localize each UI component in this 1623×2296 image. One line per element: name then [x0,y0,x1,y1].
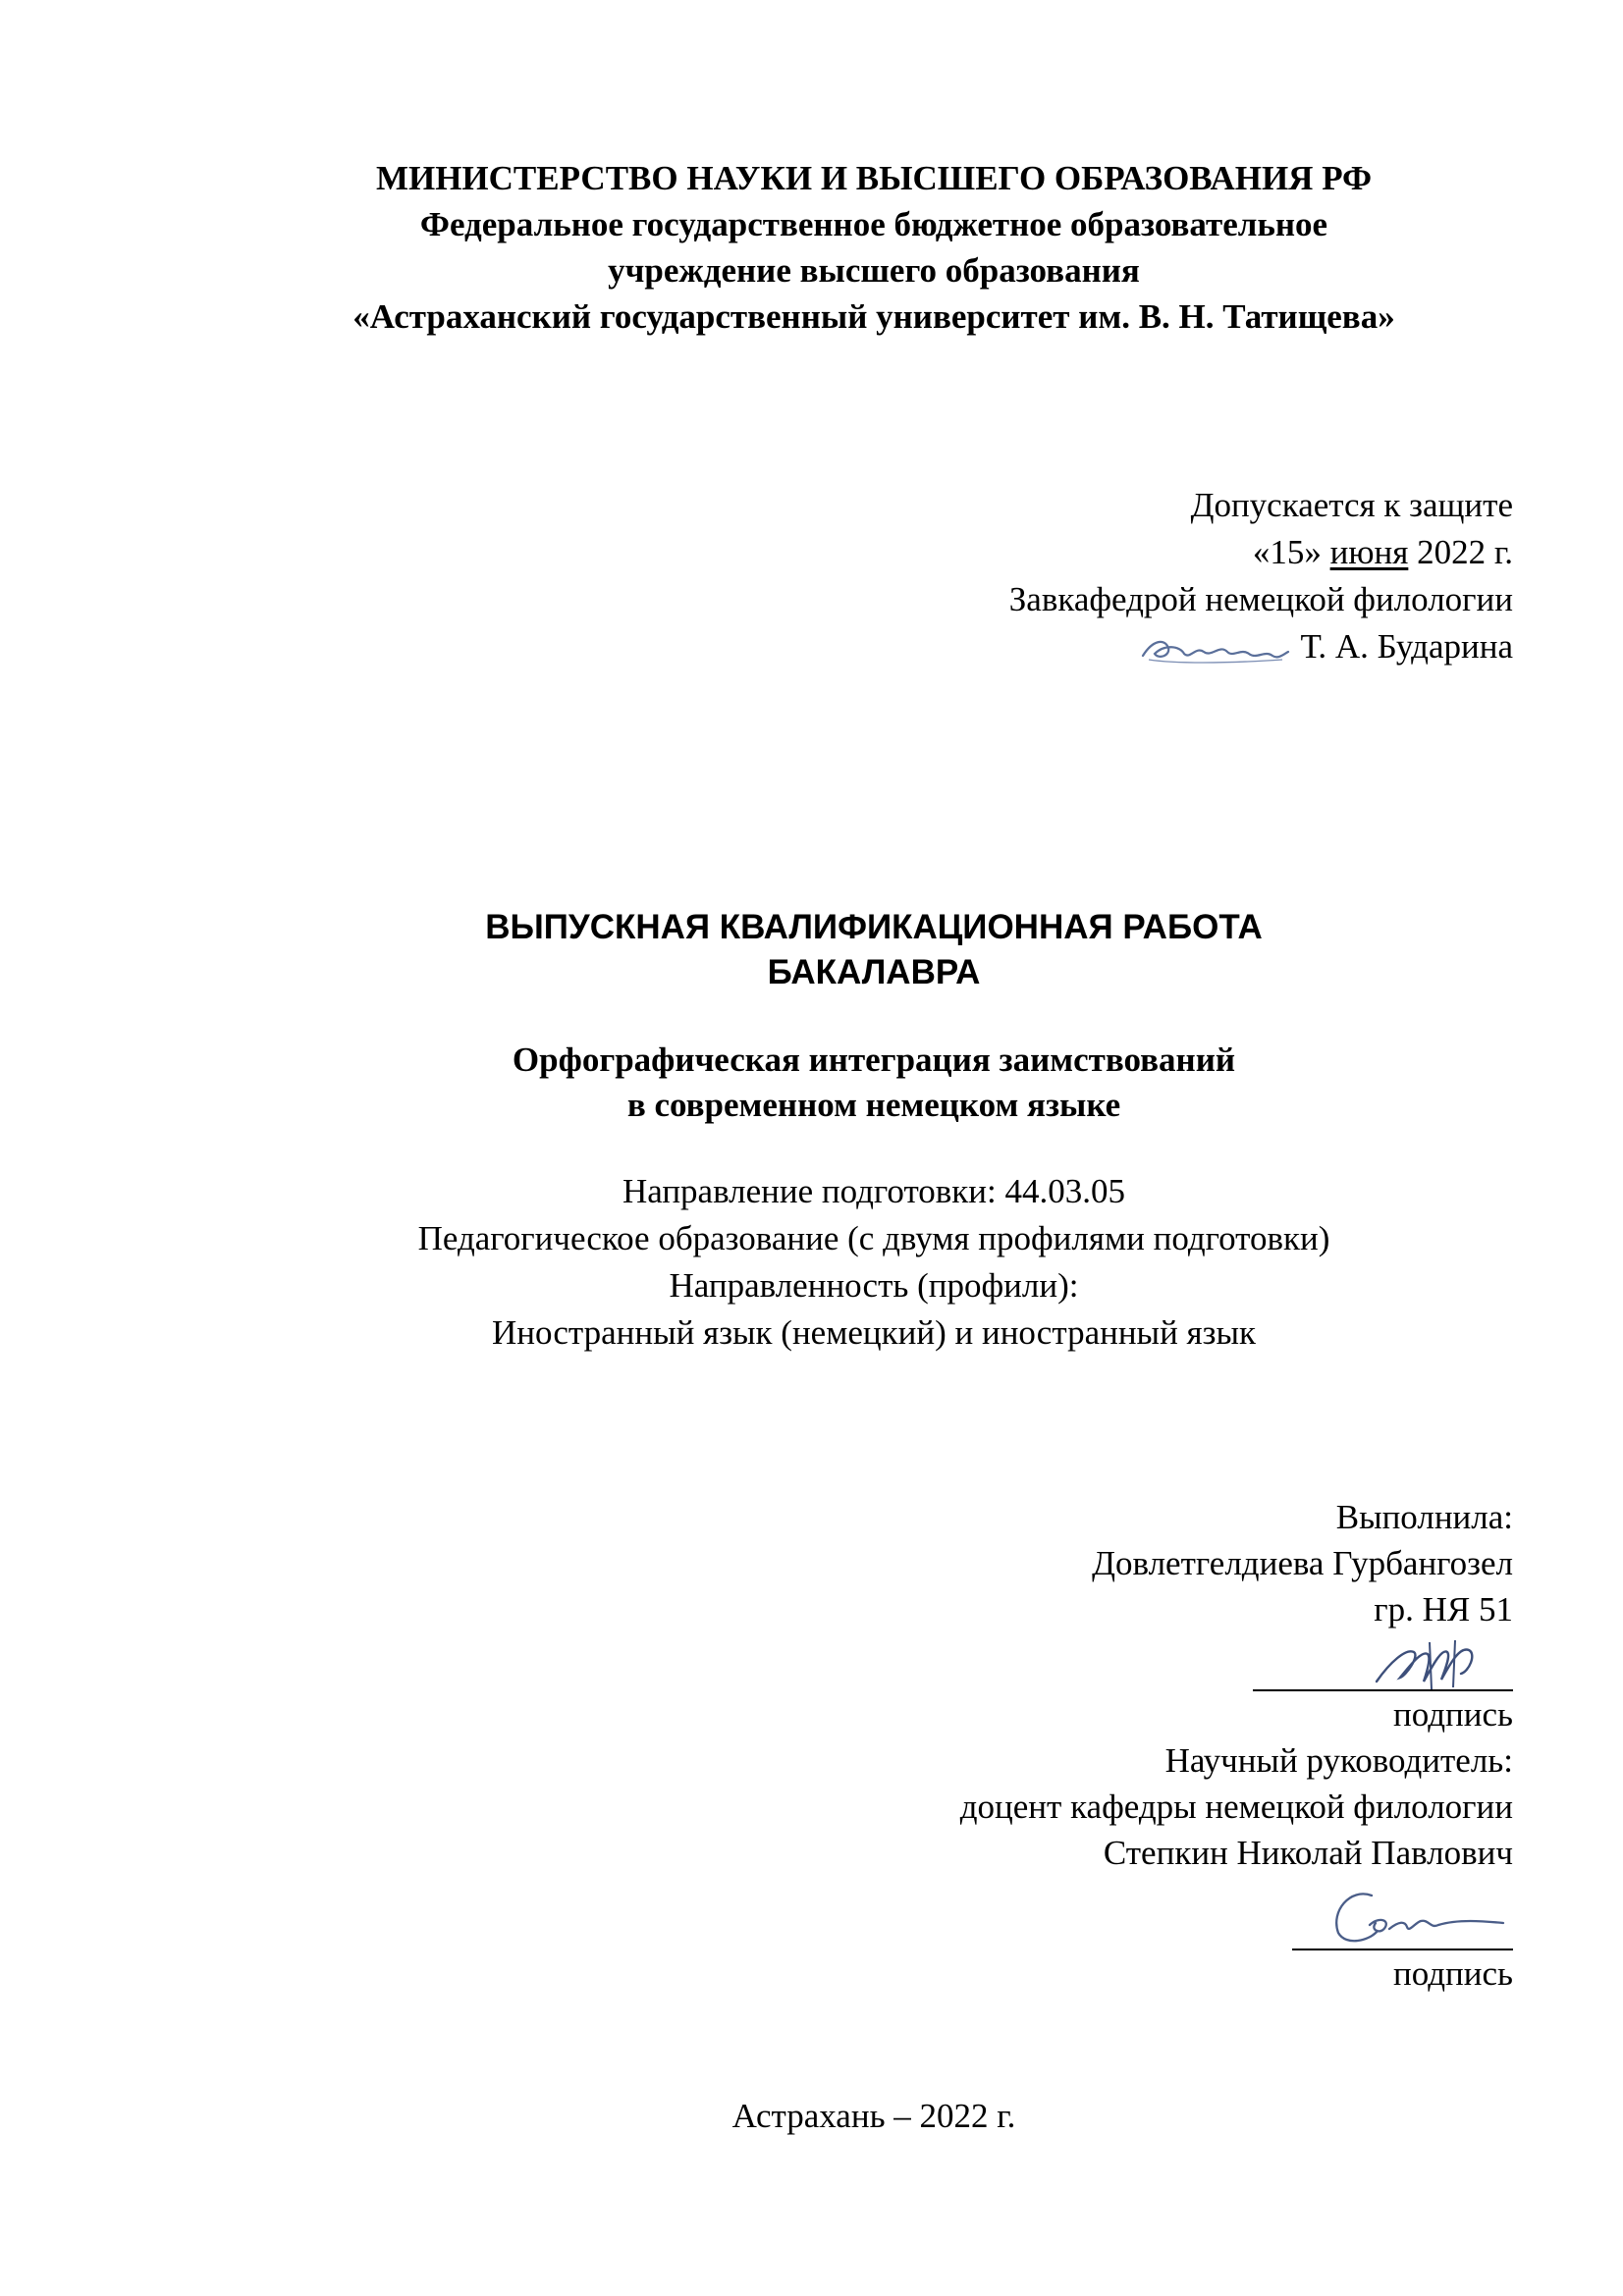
approval-date-year: 2022 г. [1417,533,1513,571]
author-signature-caption: подпись [1393,1695,1513,1734]
institution-type-line: Федеральное государственное бюджетное образовательное [419,205,1328,243]
institution-header [157,155,1591,340]
author-label: Выполнила: [1335,1498,1513,1536]
supervisor-signature-line [1292,1876,1513,1950]
head-signature-image [1135,630,1292,669]
author-group: гр. НЯ 51 [1374,1590,1513,1629]
approval-date-day: «15» [1252,533,1322,571]
university-name: «Астраханский государственный университет им. В. Н. Татищева» [352,297,1395,336]
work-type-title [157,905,1591,995]
supervisor-signature-image [1321,1882,1507,1952]
supervisor-label: Научный руководитель: [1164,1741,1513,1780]
program-direction: Направление подготовки: 44.03.05 [622,1172,1126,1210]
study-program [157,1168,1591,1357]
supervisor-position: доцент кафедры немецкой филологии [959,1788,1513,1826]
defense-approval-block [1009,482,1513,670]
author-name: Довлетгелдиева Гурбангозел [1092,1544,1513,1582]
work-type-line2: БАКАЛАВРА [767,953,981,991]
program-profile-label: Направленность (профили): [669,1266,1079,1305]
approval-date-month: июня [1329,533,1409,571]
supervisor-name: Степкин Николай Павлович [1103,1834,1513,1872]
program-profiles: Иностранный язык (немецкий) и иностранный язык [491,1313,1257,1352]
work-type-line1: ВЫПУСКНАЯ КВАЛИФИКАЦИОННАЯ РАБОТА [485,908,1263,946]
city-year: Астрахань – 2022 г. [731,2097,1016,2135]
ministry-line: МИНИСТЕРСТВО НАУКИ И ВЫСШЕГО ОБРАЗОВАНИЯ РФ [375,159,1373,197]
author-block [960,1494,1513,1997]
approval-date [1009,529,1513,576]
supervisor-signature-caption: подпись [1393,1954,1513,1993]
head-of-department-line [1009,623,1513,670]
author-signature-line [1253,1632,1513,1691]
program-name: Педагогическое образование (с двумя профилями подготовки) [417,1219,1330,1257]
head-of-department-name: Т. А. Бударина [1300,627,1513,666]
institution-level-line: учреждение высшего образования [608,251,1140,290]
thesis-topic [157,1038,1591,1128]
thesis-topic-line1: Орфографическая интеграция заимствований [512,1041,1236,1079]
thesis-topic-line2: в современном немецком языке [626,1086,1121,1124]
approval-label: Допускается к защите [1190,486,1513,524]
author-signature-image [1371,1632,1488,1695]
head-of-department-title: Завкафедрой немецкой филологии [1008,580,1513,618]
